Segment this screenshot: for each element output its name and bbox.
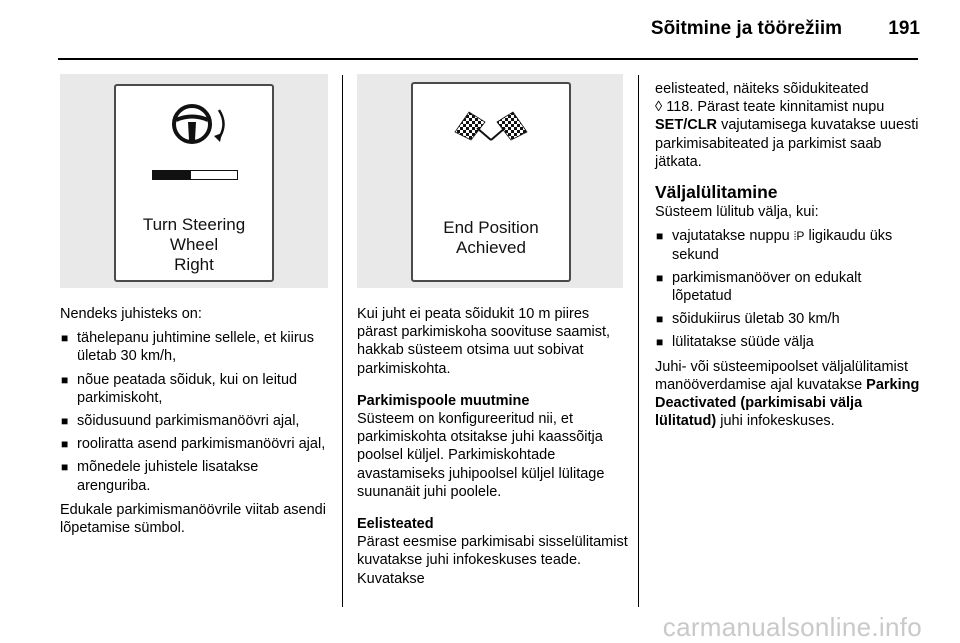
steering-wheel-turn-icon <box>162 98 232 150</box>
list-item-text: sõidusuund parkimismanöövri ajal, <box>77 413 300 430</box>
list-item: ■ tähelepanu juhtimine sellele, et kiirus ületab 30 km/h, <box>61 330 314 365</box>
page-reference[interactable]: 118. Pärast teate kinnitamist nupu <box>666 99 885 116</box>
text: eelisteated, näiteks sõidukiteated <box>655 81 869 97</box>
paragraph: Süsteem lülitub välja, kui: <box>655 204 819 221</box>
bullet-list <box>60 329 332 495</box>
list-item: ■ nõue peatada sõiduk, kui on leitud parkimiskoht, <box>61 371 298 406</box>
message-name: Parking Deactivated (parkimisabi välja lülitatud) <box>655 376 920 430</box>
section-heading: Väljalülitamine <box>655 182 778 203</box>
column-divider-2 <box>638 75 639 607</box>
list-item: ■ vajutatakse nuppu ⦙P ligikaudu üks sekund <box>656 228 893 263</box>
paragraph <box>655 80 923 171</box>
reference-arrow-icon: ◊ <box>655 99 663 116</box>
figure-end-position <box>357 74 623 288</box>
panel-message <box>116 215 272 275</box>
column-divider-1 <box>342 75 343 607</box>
page-header-title: Sõitmine ja töörežiim <box>650 18 842 39</box>
progress-bar-fill <box>153 171 191 179</box>
text: juhi infokeskuses. <box>720 413 835 430</box>
paragraph: Süsteem on konfigureeritud nii, et parkimiskohta otsitakse juhi kaassõitja poolsel küljel. Parkimiskohtade avastamiseks juhipoolsel küljel lülitage suunanäit juhi poolele. <box>357 411 605 500</box>
panel-message-line: Right <box>174 255 214 274</box>
list-item: ■ mõnedele juhistele lisatakse arenguriba. <box>61 459 259 494</box>
progress-bar <box>152 170 238 180</box>
list-item-text: tähelepanu juhtimine sellele, et kiirus ületab 30 km/h, <box>77 330 314 365</box>
panel-message-line: Turn Steering <box>142 215 246 234</box>
list-item-text: sõidukiirus ületab 30 km/h <box>672 311 840 328</box>
section-heading: Eelisteated <box>357 516 434 533</box>
column-3-text <box>655 80 923 436</box>
panel-message-line: End Position <box>443 218 539 237</box>
figure-turn-steering <box>60 74 328 288</box>
park-assist-button-icon: ⦙P <box>793 229 805 244</box>
header-rule <box>58 58 918 60</box>
list-item-text: parkimismanööver on edukalt lõpetatud <box>672 269 862 305</box>
watermark: carmanualsonline.info <box>662 612 922 642</box>
list-item: ■ parkimismanööver on edukalt lõpetatud <box>656 269 862 305</box>
panel-message <box>413 218 569 258</box>
panel-message-line: Achieved <box>456 238 526 257</box>
list-item: ■ rooliratta asend parkimismanöövri ajal, <box>61 436 326 453</box>
section-heading: Parkimispoole muutmine <box>357 392 530 409</box>
list-item-text: nõue peatada sõiduk, kui on leitud parkimiskoht, <box>77 371 298 406</box>
text: vajutamisega kuvatakse uuesti parkimisabiteated ja parkimist saab jätkata. <box>655 117 919 170</box>
list-item-text: ligikaudu üks sekund <box>672 228 893 263</box>
list-item: ■ sõidusuund parkimismanöövri ajal, <box>61 413 300 430</box>
list-item-text: rooliratta asend parkimismanöövri ajal, <box>77 436 326 453</box>
button-name-set-clr: SET/CLR <box>655 117 718 134</box>
list-item-text: mõnedele juhistele lisatakse arenguriba. <box>77 459 259 494</box>
page-number: 191 <box>888 18 920 39</box>
column-1-text <box>60 305 332 543</box>
paragraph <box>655 358 923 431</box>
column-2-text <box>357 305 629 594</box>
panel-message-line: Wheel <box>169 235 219 254</box>
paragraph: Edukale parkimismanöövrile viitab asendi lõpetamise sümbol. <box>60 501 326 537</box>
paragraph: Pärast eesmise parkimisabi sisselülitamist kuvatakse juhi infokeskuses teade. Kuvatakse <box>357 534 628 587</box>
checkered-flags-icon <box>451 106 531 142</box>
display-panel <box>114 84 274 282</box>
list-item: ■ sõidukiirus ületab 30 km/h <box>656 311 840 328</box>
display-panel <box>411 82 571 282</box>
paragraph: Nendeks juhisteks on: <box>60 306 202 322</box>
text: Juhi- või süsteemipoolset väljalülitamist manööverdamise ajal kuvatakse <box>655 358 909 393</box>
bullet-list <box>655 227 923 351</box>
list-item-text: vajutatakse nuppu <box>672 228 790 245</box>
paragraph: Kui juht ei peata sõidukit 10 m piires pärast parkimiskoha soovituse saamist, hakkab süsteem otsima uut sobivat parkimiskohta. <box>357 306 611 377</box>
list-item-text: lülitatakse süüde välja <box>672 334 814 351</box>
list-item: ■ lülitatakse süüde välja <box>656 334 814 351</box>
